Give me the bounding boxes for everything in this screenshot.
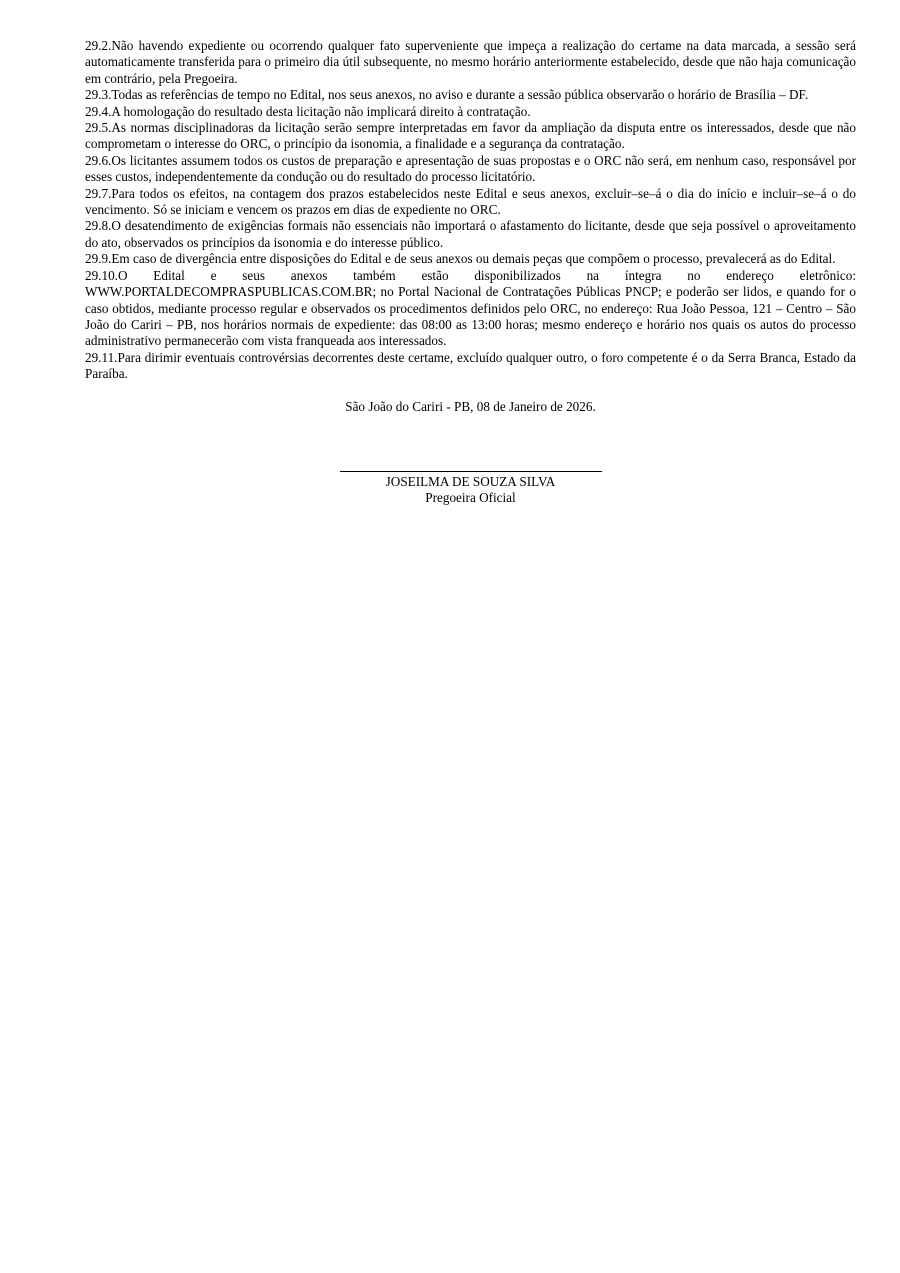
clause-text: Todas as referências de tempo no Edital, nos seus anexos, no aviso e durante a sessão pública observarão o horário de Brasília – DF. — [111, 87, 809, 103]
signatory-title: Pregoeira Oficial — [425, 490, 516, 506]
clause-text: Não havendo expediente ou ocorrendo qualquer fato superveniente que impeça a realização do certame na data marcada, a sessão será automaticamente transferida para o primeiro dia útil subsequente, no mesmo horário anteriormente estabelecido, desde que não haja comunicação em contrário, pela Pregoeira. — [85, 38, 856, 86]
clause-text: O Edital e seus anexos também estão disponibilizados na íntegra no endereço eletrônico: WWW.PORTALDECOMPRASPUBLICAS.COM.BR; no Portal Nacional de Contratações Públicas PNCP; e poderão ser lidos, e quando for o caso obtidos, mediante processo regular e observados os procedimentos definidos pelo ORC, no endereço: Rua João Pessoa, 121 – Centro – São João do Cariri – PB, nos horários normais de expediente: das 08:00 as 13:00 horas; mesmo endereço e horário nos quais os autos do processo administrativo permanecerão com vista franqueada aos interessados. — [85, 267, 856, 349]
clause-number: 29.7. — [85, 185, 112, 201]
clause-number: 29.4. — [85, 103, 112, 119]
clause-29-2 — [85, 38, 856, 87]
clause-29-7 — [85, 186, 856, 219]
clause-text: Os licitantes assumem todos os custos de preparação e apresentação de suas propostas e o ORC não será, em nenhum caso, responsável por esses custos, independentemente da condução ou do resultado do processo licitatório. — [85, 152, 856, 185]
clause-text: As normas disciplinadoras da licitação serão sempre interpretadas em favor da ampliação da disputa entre os interessados, desde que não comprometam o interesse do ORC, o princípio da isonomia, a finalidade e a segurança da contratação. — [85, 120, 856, 152]
clause-29-6 — [85, 153, 856, 186]
clause-29-11 — [85, 350, 856, 383]
clause-number: 29.2. — [85, 38, 112, 53]
clause-text: A homologação do resultado desta licitação não implicará direito à contratação. — [111, 103, 531, 119]
signatory-name: JOSEILMA DE SOUZA SILVA — [385, 473, 556, 489]
clause-29-5 — [85, 120, 856, 153]
signature-block — [85, 471, 856, 507]
clause-text: O desatendimento de exigências formais não essenciais não importará o afastamento do licitante, desde que seja possível o aproveitamento do ato, observados os princípios da isonomia e do interesse público. — [85, 218, 856, 250]
clause-number: 29.6. — [85, 152, 112, 168]
clause-29-4 — [85, 104, 856, 120]
clause-number: 29.3. — [85, 87, 112, 103]
clause-text: Para dirimir eventuais controvérsias decorrentes deste certame, excluído qualquer outro, o foro competente é o da Serra Branca, Estado da Paraíba. — [85, 349, 856, 382]
date-line: São João do Cariri - PB, 08 de Janeiro de 2026. — [345, 398, 596, 414]
clause-29-9 — [85, 251, 856, 267]
clause-29-8 — [85, 218, 856, 251]
clause-number: 29.5. — [85, 120, 112, 136]
signature-line — [340, 471, 602, 472]
clause-text: Para todos os efeitos, na contagem dos prazos estabelecidos neste Edital e seus anexos, excluir–se–á o dia do início e incluir–se–á o do vencimento. Só se iniciam e vencem os prazos em dias de expediente no ORC. — [85, 185, 856, 218]
clause-number: 29.10. — [85, 267, 118, 283]
clause-number: 29.8. — [85, 218, 112, 234]
clause-29-10 — [85, 268, 856, 350]
clause-number: 29.11. — [85, 349, 118, 365]
clause-29-3 — [85, 87, 856, 103]
clause-text: Em caso de divergência entre disposições do Edital e de seus anexos ou demais peças que compõem o processo, prevalecerá as do Edital. — [111, 251, 836, 267]
clause-number: 29.9. — [85, 251, 112, 267]
document-content — [0, 0, 900, 507]
